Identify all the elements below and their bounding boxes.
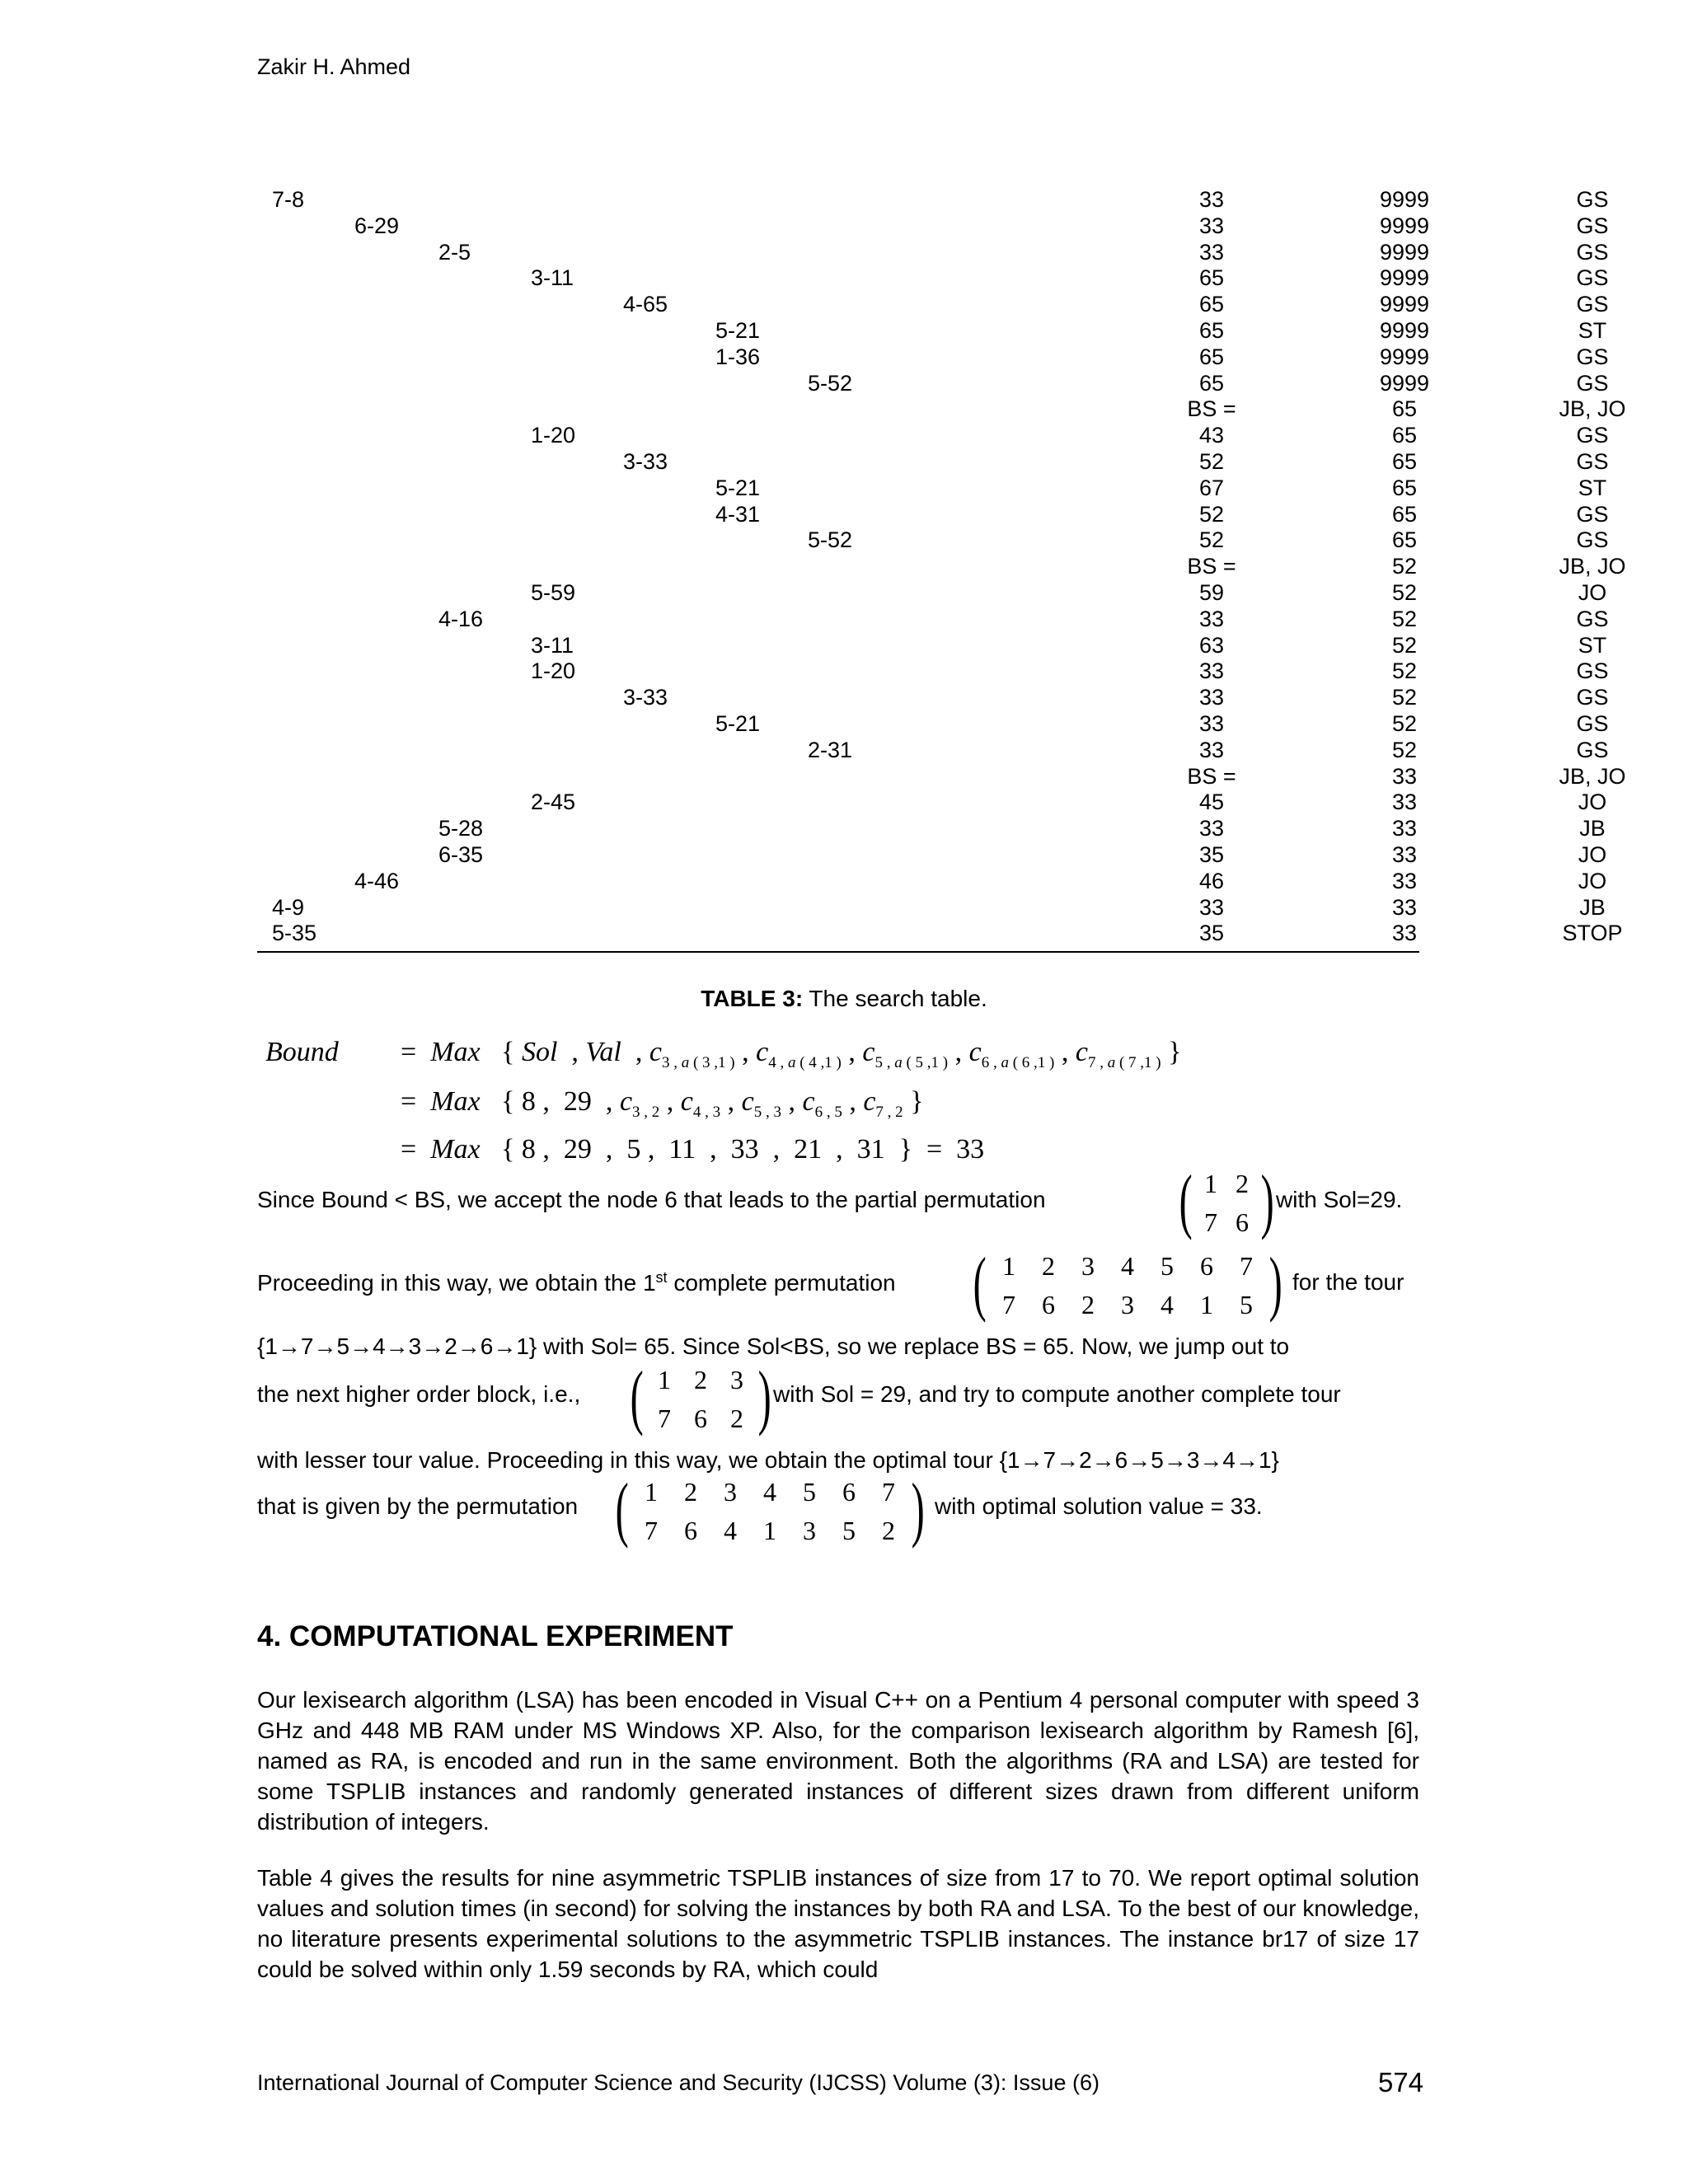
- table-value-cell-3: ST: [1578, 475, 1607, 500]
- table-node-cell: 5-35: [272, 921, 317, 946]
- matrix-entry: 5: [803, 1477, 816, 1507]
- table-node-cell: 5-21: [715, 318, 761, 343]
- table-value-cell-2: 65: [1391, 449, 1418, 474]
- table-value-cell-1: 35: [1198, 921, 1225, 946]
- table-node-cell: 5-21: [715, 711, 761, 736]
- matrix-grid: [646, 1365, 755, 1434]
- table-node-cell: 5-28: [438, 816, 484, 841]
- body-line-3: {1→7→5→4→3→2→6→1} with Sol= 65. Since Sol<BS, so we replace BS = 65. Now, we jump out to: [257, 1333, 1290, 1359]
- table-value-cell-2: 65: [1391, 527, 1418, 553]
- equation-line-3: = Max { 8 , 29 , 5 , 11 , 33 , 21 , 31 } = 33: [401, 1134, 985, 1165]
- table-node-cell: 2-31: [808, 737, 853, 762]
- table-value-cell-1: 33: [1198, 658, 1225, 684]
- table-value-cell-1: 33: [1198, 187, 1225, 212]
- table-value-cell-3: GS: [1576, 527, 1609, 553]
- matrix-grid: [989, 1251, 1266, 1320]
- matrix-entry: 6: [1042, 1290, 1055, 1319]
- matrix-entry: 7: [645, 1516, 658, 1545]
- permutation-matrix-3: [630, 1357, 771, 1437]
- matrix-entry: 1: [1204, 1169, 1217, 1198]
- table-row: [257, 553, 1626, 579]
- table-value-cell-1: 59: [1198, 580, 1225, 605]
- table-value-cell-1: 33: [1198, 816, 1225, 841]
- table-value-cell-1: 65: [1198, 344, 1225, 369]
- table-value-cell-3: GS: [1576, 187, 1609, 212]
- table-row: [257, 396, 1626, 422]
- table-row: [257, 265, 1609, 291]
- table-value-cell-1: 33: [1198, 711, 1225, 736]
- matrix-entry: 4: [1160, 1290, 1174, 1319]
- matrix-right-paren: ): [1268, 1244, 1282, 1324]
- table-value-cell-2: 52: [1391, 606, 1418, 631]
- table-row: [257, 763, 1626, 790]
- matrix-right-paren: ): [911, 1469, 925, 1549]
- table-value-cell-1: 43: [1198, 423, 1225, 448]
- matrix-grid: [631, 1477, 908, 1546]
- footer-journal: International Journal of Computer Science and Security (IJCSS) Volume (3): Issue (6): [257, 2070, 1100, 2095]
- table-value-cell-1: 33: [1198, 894, 1225, 920]
- table-row: [257, 501, 1609, 527]
- table-node-cell: 5-52: [808, 527, 853, 553]
- matrix-entry: 3: [1081, 1251, 1095, 1281]
- matrix-right-paren: ): [1260, 1161, 1274, 1241]
- table-row: [257, 737, 1609, 763]
- table-value-cell-3: JB, JO: [1559, 763, 1626, 789]
- matrix-entry: 4: [763, 1477, 776, 1507]
- matrix-entry: 3: [724, 1477, 737, 1507]
- section-heading: 4. COMPUTATIONAL EXPERIMENT: [257, 1620, 734, 1652]
- matrix-entry: 3: [730, 1365, 743, 1394]
- matrix-entry: 6: [694, 1404, 707, 1433]
- table-value-cell-2: 52: [1391, 737, 1418, 762]
- table-row: [257, 448, 1609, 475]
- table-row: [257, 632, 1607, 658]
- table-value-cell-1: 33: [1198, 213, 1225, 238]
- table-value-cell-3: GS: [1576, 292, 1609, 317]
- table-value-cell-2: 65: [1391, 396, 1418, 422]
- table-value-cell-2: 9999: [1379, 213, 1430, 238]
- matrix-entry: 6: [1200, 1251, 1213, 1281]
- matrix-entry: 4: [1121, 1251, 1134, 1281]
- table-value-cell-1: BS =: [1187, 554, 1236, 579]
- table-value-cell-1: BS =: [1187, 396, 1236, 422]
- body-line-4-tail: with Sol = 29, and try to compute another complete tour: [773, 1381, 1341, 1407]
- table-value-cell-2: 9999: [1379, 292, 1430, 317]
- table-value-cell-2: 52: [1391, 711, 1418, 736]
- matrix-entry: 1: [658, 1365, 671, 1394]
- equation-line-2: = Max { 8 , 29 , $c_{3 , 2}$ , $c_{4 , 3}$ , $c_{5 , 3}$ , $c_{6 , 5}$ , $c_{7 , 2}$ }: [401, 1086, 924, 1121]
- page-number: 574: [1378, 2067, 1424, 2097]
- table-value-cell-2: 33: [1391, 816, 1418, 841]
- matrix-entry: 1: [763, 1516, 776, 1545]
- matrix-entry: 2: [1042, 1251, 1055, 1281]
- table-node-cell: 2-5: [438, 239, 471, 265]
- equation-lhs: Bound: [265, 1037, 339, 1067]
- matrix-right-paren: ): [757, 1357, 771, 1437]
- matrix-entry: 3: [1121, 1290, 1134, 1319]
- matrix-entry: 5: [1160, 1251, 1174, 1281]
- matrix-entry: 7: [1204, 1207, 1217, 1237]
- table-value-cell-3: GS: [1576, 606, 1609, 631]
- table-value-cell-2: 52: [1391, 554, 1418, 579]
- table-row: [257, 606, 1609, 632]
- table-value-cell-3: ST: [1578, 632, 1607, 658]
- table-row: [257, 658, 1609, 684]
- table-value-cell-2: 9999: [1379, 265, 1430, 291]
- table-value-cell-1: 52: [1198, 501, 1225, 527]
- table-row: [257, 841, 1607, 868]
- body-line-1-text: Since Bound < BS, we accept the node 6 that leads to the partial permutation: [257, 1187, 1046, 1212]
- table-node-cell: 3-33: [623, 685, 668, 710]
- table-value-cell-1: BS =: [1187, 763, 1236, 789]
- body-line-2-sup: st: [655, 1269, 668, 1286]
- table-value-cell-2: 52: [1391, 580, 1418, 605]
- table-value-cell-3: GS: [1576, 423, 1609, 448]
- permutation-matrix-2: [973, 1244, 1282, 1324]
- table-node-cell: 3-11: [531, 632, 574, 658]
- matrix-left-paren: (: [973, 1244, 987, 1324]
- table-node-cell: 6-29: [354, 213, 400, 238]
- table-value-cell-3: GS: [1576, 737, 1609, 762]
- matrix-entry: 5: [842, 1516, 856, 1545]
- matrix-entry: 6: [842, 1477, 856, 1507]
- table-value-cell-3: JB, JO: [1559, 554, 1626, 579]
- table-row: [257, 186, 1609, 213]
- table-caption-label: TABLE 3:: [701, 986, 804, 1011]
- matrix-grid: [1195, 1169, 1258, 1238]
- matrix-entry: 1: [1002, 1251, 1015, 1281]
- table-node-cell: 3-11: [531, 265, 574, 291]
- matrix-left-paren: (: [615, 1469, 629, 1549]
- table-value-cell-3: GS: [1576, 449, 1609, 474]
- matrix-entry: 2: [1236, 1169, 1249, 1198]
- table-value-cell-3: GS: [1576, 213, 1609, 238]
- table-value-cell-1: 63: [1198, 632, 1225, 658]
- table-node-cell: 4-31: [715, 501, 761, 527]
- table-value-cell-1: 65: [1198, 292, 1225, 317]
- table-node-cell: 3-33: [623, 449, 668, 474]
- table-caption-text: The search table.: [803, 986, 987, 1011]
- matrix-entry: 5: [1240, 1290, 1253, 1319]
- table-node-cell: 5-21: [715, 475, 761, 500]
- table-value-cell-1: 45: [1198, 790, 1225, 815]
- matrix-entry: 7: [882, 1477, 895, 1507]
- table-value-cell-3: JO: [1578, 842, 1607, 867]
- table-value-cell-3: GS: [1576, 501, 1609, 527]
- table-row: [257, 868, 1607, 894]
- table-row: [257, 684, 1609, 710]
- table-value-cell-2: 33: [1391, 790, 1418, 815]
- matrix-entry: 2: [684, 1477, 697, 1507]
- table-value-cell-1: 33: [1198, 239, 1225, 265]
- matrix-entry: 1: [1200, 1290, 1213, 1319]
- table-row: [257, 422, 1609, 448]
- permutation-matrix-4: [615, 1469, 925, 1549]
- table-row: [257, 710, 1609, 737]
- matrix-entry: 2: [694, 1365, 707, 1394]
- table-value-cell-1: 35: [1198, 842, 1225, 867]
- table-row: [257, 527, 1609, 553]
- table-row: [257, 894, 1606, 921]
- table-value-cell-2: 9999: [1379, 239, 1430, 265]
- table-row: [257, 789, 1607, 815]
- table-value-cell-1: 65: [1198, 265, 1225, 291]
- table-node-cell: 1-20: [531, 658, 576, 684]
- matrix-entry: 7: [1240, 1251, 1253, 1281]
- table-value-cell-3: JB, JO: [1559, 396, 1626, 422]
- matrix-entry: 7: [1002, 1290, 1015, 1319]
- table-row: [257, 317, 1607, 344]
- table-value-cell-2: 9999: [1379, 318, 1430, 343]
- table-value-cell-1: 46: [1198, 868, 1225, 893]
- table-value-cell-1: 33: [1198, 737, 1225, 762]
- matrix-left-paren: (: [630, 1357, 644, 1437]
- table-value-cell-3: GS: [1576, 370, 1609, 396]
- table-value-cell-3: ST: [1578, 318, 1607, 343]
- table-caption: [0, 986, 1688, 1012]
- table-value-cell-3: GS: [1576, 239, 1609, 265]
- table-node-cell: 1-20: [531, 423, 576, 448]
- table-value-cell-2: 65: [1391, 475, 1418, 500]
- table-value-cell-3: GS: [1576, 658, 1609, 684]
- section-paragraph-2: Table 4 gives the results for nine asymmetric TSPLIB instances of size from 17 to 70. We report optimal solution values and solution times (in second) for solving the instances by both RA and LSA. To the best of our knowledge, no literature presents experimental solutions to the asymmetric TSPLIB instances. The instance br17 of size 17 could be solved within only 1.59 seconds by RA, which could: [257, 1865, 1419, 1982]
- table-value-cell-2: 33: [1391, 868, 1418, 893]
- matrix-entry: 4: [724, 1516, 737, 1545]
- table-value-cell-3: JB: [1579, 894, 1606, 920]
- table-value-cell-3: JO: [1578, 580, 1607, 605]
- matrix-entry: 3: [803, 1516, 816, 1545]
- table-value-cell-3: GS: [1576, 344, 1609, 369]
- table-node-cell: 1-36: [715, 344, 761, 369]
- table-value-cell-2: 52: [1391, 632, 1418, 658]
- table-node-cell: 5-59: [531, 580, 576, 605]
- table-row: [257, 920, 1623, 946]
- matrix-entry: 7: [658, 1404, 671, 1433]
- table-value-cell-1: 33: [1198, 606, 1225, 631]
- table-value-cell-3: GS: [1576, 265, 1609, 291]
- running-header-author: Zakir H. Ahmed: [257, 54, 411, 79]
- table-row: [257, 239, 1609, 265]
- section-paragraph-1: Our lexisearch algorithm (LSA) has been encoded in Visual C++ on a Pentium 4 personal computer with speed 3 GHz and 448 MB RAM under MS Windows XP. Also, for the comparison lexisearch algorithm by Ramesh [6], named as RA, is encoded and run in the same environment. Both the algorithms (RA and LSA) are tested for some TSPLIB instances and randomly generated instances of different sizes drawn from different uniform distribution of integers.: [257, 1687, 1419, 1835]
- table-value-cell-3: JB: [1579, 816, 1606, 841]
- body-line-4: the next higher order block, i.e.,: [257, 1381, 581, 1407]
- body-line-2-text-a: Proceeding in this way, we obtain the 1: [257, 1270, 656, 1296]
- body-line-6-tail: with optimal solution value = 33.: [935, 1493, 1263, 1519]
- table-row: [257, 291, 1609, 317]
- table-value-cell-1: 52: [1198, 449, 1225, 474]
- table-node-cell: 4-9: [272, 894, 305, 920]
- table-value-cell-3: JO: [1578, 868, 1607, 893]
- table-row: [257, 475, 1607, 501]
- matrix-entry: 2: [1081, 1290, 1095, 1319]
- matrix-entry: 2: [730, 1404, 743, 1433]
- table-row: [257, 579, 1607, 606]
- table-node-cell: 5-52: [808, 370, 853, 396]
- matrix-entry: 1: [645, 1477, 658, 1507]
- body-line-2-tail: for the tour: [1292, 1269, 1404, 1295]
- equation-line-1: = Max { Sol , Val , $c_{3 , a ( 3 ,1 )}$ , $c_{4 , a ( 4 ,1 )}$ , $c_{5 , a ( 5 ,1 )}$ , $c_{6 , a ( 6 ,1 )}$ , $c_{7 , a ( 7 ,1 )}$ }: [401, 1037, 1182, 1071]
- table-row: [257, 370, 1609, 396]
- matrix-entry: 2: [882, 1516, 895, 1545]
- table-value-cell-1: 33: [1198, 685, 1225, 710]
- body-line-2-text-b: complete permutation: [667, 1270, 896, 1296]
- table-node-cell: 4-46: [354, 868, 400, 893]
- body-line-5: with lesser tour value. Proceeding in this way, we obtain the optimal tour {1→7→2→6→5→3→4→1}: [257, 1447, 1279, 1473]
- table-value-cell-2: 33: [1391, 921, 1418, 946]
- permutation-matrix-1: [1179, 1161, 1274, 1241]
- table-value-cell-1: 65: [1198, 370, 1225, 396]
- table-value-cell-2: 65: [1391, 501, 1418, 527]
- matrix-left-paren: (: [1179, 1161, 1193, 1241]
- table-value-cell-2: 9999: [1379, 370, 1430, 396]
- table-value-cell-2: 52: [1391, 658, 1418, 684]
- table-value-cell-2: 33: [1391, 894, 1418, 920]
- table-value-cell-2: 65: [1391, 423, 1418, 448]
- table-node-cell: 6-35: [438, 842, 484, 867]
- table-value-cell-3: GS: [1576, 685, 1609, 710]
- table-row: [257, 344, 1609, 370]
- table-node-cell: 4-65: [623, 292, 668, 317]
- table-value-cell-2: 33: [1391, 763, 1418, 789]
- table-value-cell-3: STOP: [1562, 921, 1623, 946]
- matrix-entry: 6: [684, 1516, 697, 1545]
- table-value-cell-3: GS: [1576, 711, 1609, 736]
- table-value-cell-1: 65: [1198, 318, 1225, 343]
- table-value-cell-1: 67: [1198, 475, 1225, 500]
- body-line-1-tail: with Sol=29.: [1276, 1187, 1403, 1212]
- table-node-cell: 7-8: [272, 187, 305, 212]
- table-row: [257, 815, 1606, 841]
- table-value-cell-2: 9999: [1379, 344, 1430, 369]
- table-value-cell-1: 52: [1198, 527, 1225, 553]
- table-bottom-rule: [257, 951, 1419, 953]
- table-row: [257, 213, 1609, 239]
- table-value-cell-3: JO: [1578, 790, 1607, 815]
- table-value-cell-2: 52: [1391, 685, 1418, 710]
- table-value-cell-2: 33: [1391, 842, 1418, 867]
- table-node-cell: 4-16: [438, 606, 484, 631]
- body-line-6: that is given by the permutation: [257, 1493, 579, 1519]
- table-value-cell-2: 9999: [1379, 187, 1430, 212]
- matrix-entry: 6: [1236, 1207, 1249, 1237]
- table-node-cell: 2-45: [531, 790, 576, 815]
